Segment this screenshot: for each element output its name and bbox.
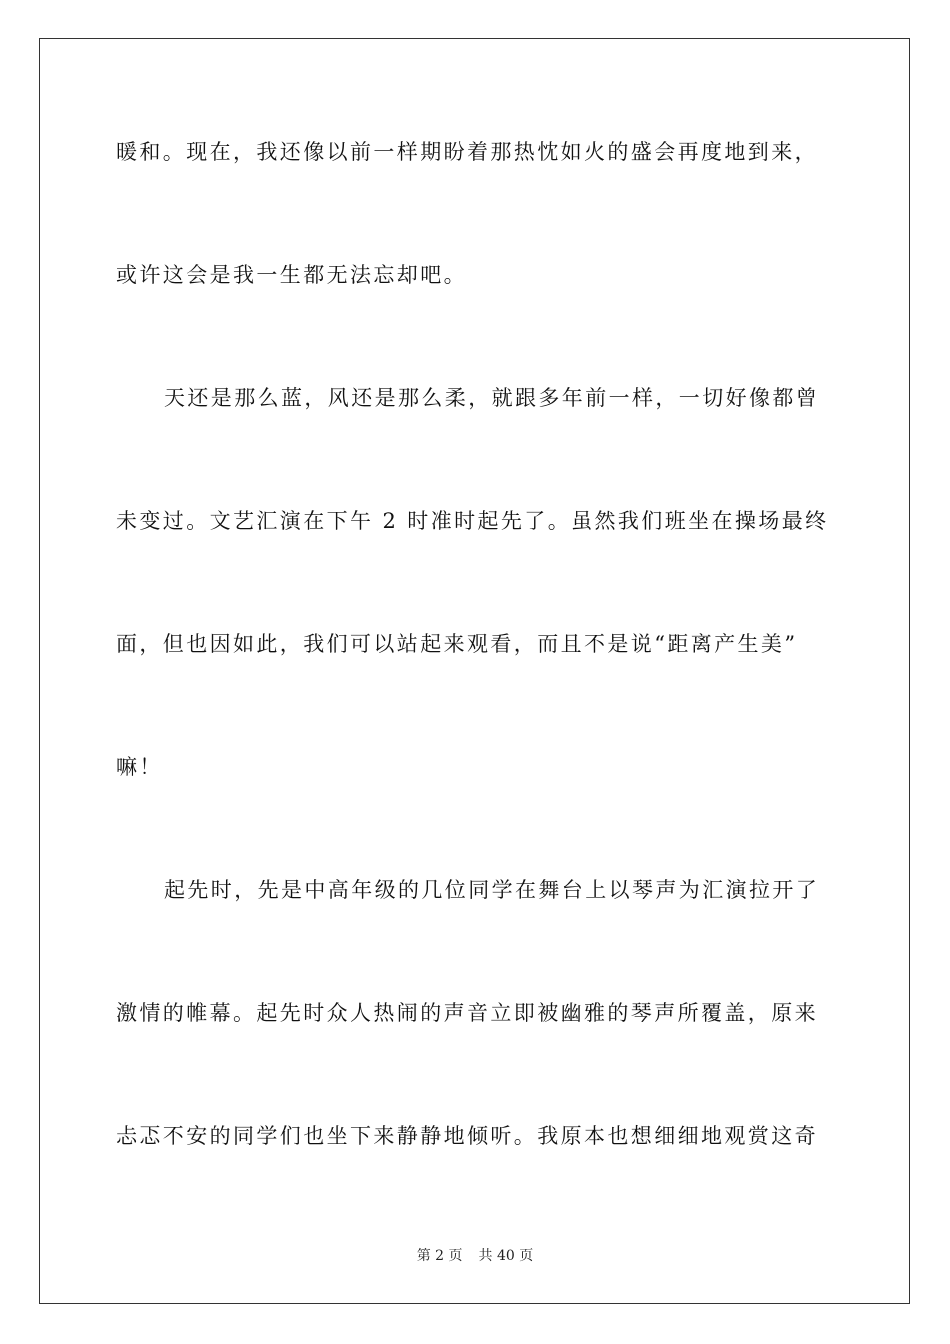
paragraph-start-line: 起先时，先是中高年级的几位同学在舞台上以琴声为汇演拉开了 <box>164 878 820 902</box>
text-line: 未变过。文艺汇演在下午 2 时准时起先了。虽然我们班坐在操场最终 <box>116 509 829 533</box>
page-footer <box>0 1247 950 1265</box>
page-number: 第 2 页 <box>416 1248 463 1264</box>
text-line: 激情的帷幕。起先时众人热闹的声音立即被幽雅的琴声所覆盖，原来 <box>116 1001 818 1025</box>
page-border <box>39 38 910 1304</box>
text-line: 或许这会是我一生都无法忘却吧。 <box>116 263 467 287</box>
paragraph-start-line: 天还是那么蓝，风还是那么柔，就跟多年前一样，一切好像都曾 <box>164 386 820 410</box>
text-line: 面，但也因如此，我们可以站起来观看，而且不是说“距离产生美” <box>116 632 798 656</box>
total-pages: 共 40 页 <box>478 1248 534 1264</box>
text-line: 忐忑不安的同学们也坐下来静静地倾听。我原本也想细细地观赏这奇 <box>116 1124 818 1148</box>
text-line: 暖和。现在，我还像以前一样期盼着那热忱如火的盛会再度地到来， <box>116 140 818 164</box>
text-line: 嘛！ <box>116 755 163 779</box>
